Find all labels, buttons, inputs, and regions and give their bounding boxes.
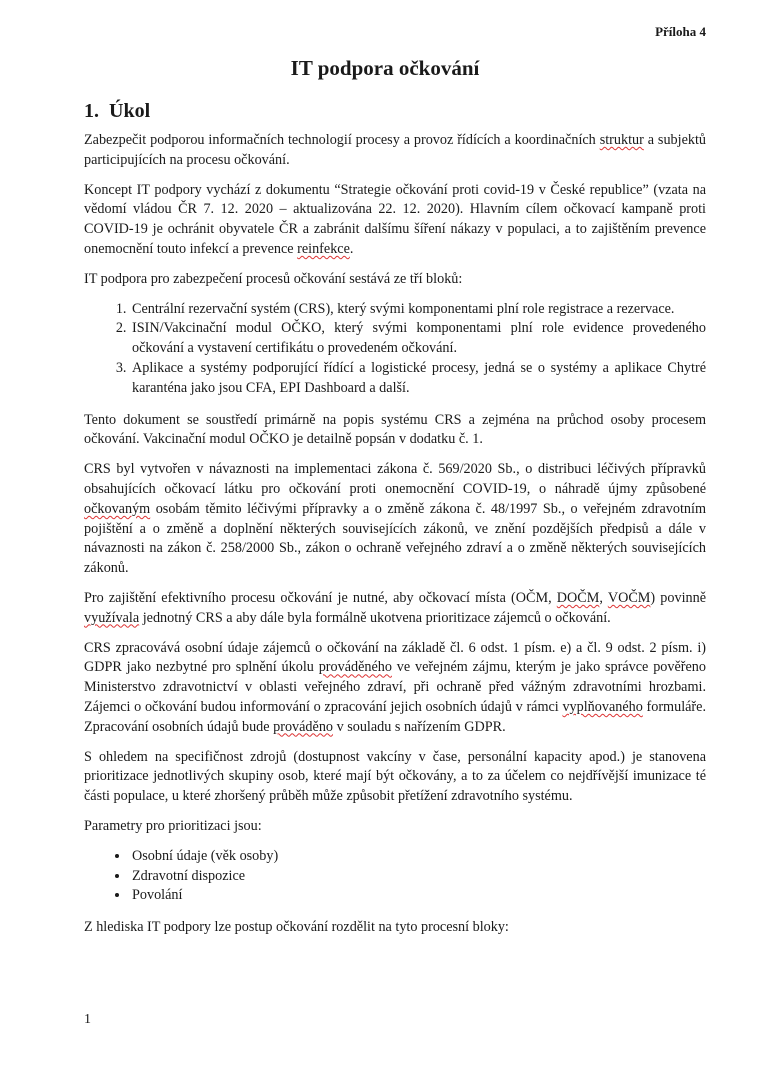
- list-item: 3. Aplikace a systémy podporující řídící a logistické procesy, jedná se o systémy a aplikace Chytré karanténa jako jsou CFA, EPI Dashboard a další.: [130, 359, 706, 399]
- paragraph-focus: Tento dokument se soustředí primárně na popis systému CRS a zejména na průchod osoby procesem očkování. Vakcinační modul OČKO je detailně popsán v dodatku č. 1.: [84, 411, 706, 448]
- list-item: • Osobní údaje (věk osoby): [130, 847, 706, 867]
- annex-label: Příloha 4: [655, 24, 706, 39]
- section-number: 1.: [84, 100, 99, 122]
- page-title: IT podpora očkování: [290, 56, 480, 80]
- section-title: Úkol: [109, 100, 151, 122]
- parameters-list: [84, 847, 706, 906]
- paragraph-parameters-intro: Parametry pro prioritizaci jsou:: [84, 817, 262, 834]
- paragraph-process-blocks: Z hlediska IT podpory lze postup očkování rozdělit na tyto procesní bloky:: [84, 919, 509, 936]
- paragraph-concept: Koncept IT podpory vychází z dokumentu “Strategie očkování proti covid-19 v České republice” (vzata na vědomí vládou ČR 7. 12. 2020 – aktualizována 22. 12. 2020). Hlavním cílem očkovací kampaně proti COVID-19 je ochránit obyvatele ČR a zabránit dalšímu šíření nákazy v populaci, a to zajištěním prevence onemocnění touto infekcí a prevence reinfekce.: [84, 181, 706, 257]
- list-item: • Zdravotní dispozice: [130, 867, 706, 887]
- page-number: 1: [84, 1012, 91, 1027]
- blocks-list: [84, 300, 706, 399]
- paragraph-blocks-intro: IT podpora pro zabezpečení procesů očkování sestává ze tří bloků:: [84, 270, 463, 287]
- document-body: [84, 131, 706, 948]
- paragraph-prioritization: S ohledem na specifičnost zdrojů (dostupnost vakcíny v čase, personální kapacity apod.) je stanovena prioritizace jednotlivých skupiny osob, které mají být očkovány, a to za účelem co nejdřívější imunizace té části populace, u které zhoršený průběh může způsobit přetížení zdravotního systému.: [84, 748, 706, 805]
- paragraph-legal: CRS byl vytvořen v návaznosti na implementaci zákona č. 569/2020 Sb., o distribuci léčivých přípravků obsahujících očkovací látku pro očkování proti onemocnění COVID-19, o náhradě újmy způsobené očkovaným osobám těmito léčivými přípravky a o změně zákona č. 48/1997 Sb., o veřejném zdravotním pojištění a o změně a doplnění některých souvisejících zákonů, ve znění pozdějších předpisů a dále v návaznosti na zákon č. 258/2000 Sb., zákon o ochraně veřejného zdraví a o změně některých souvisejících zákonů.: [84, 461, 706, 577]
- paragraph-vaccination-sites: Pro zajištění efektivního procesu očkování je nutné, aby očkovací místa (OČM, DOČM, VOČM) povinně využívala jednotný CRS a aby dále byla formálně ukotvena prioritizace zájemců o očkování.: [84, 589, 706, 626]
- paragraph-gdpr: CRS zpracovává osobní údaje zájemců o očkování na základě čl. 6 odst. 1 písm. e) a čl. 9 odst. 2 písm. i) GDPR jako nezbytné pro splnění úkolu prováděného ve veřejném zájmu, kterým je jako správce pověřeno Ministerstvo zdravotnictví v oblasti veřejného zdraví, při ochraně před vážným zdravotními hrozbami. Zájemci o očkování budou informování o zpracování jejich osobních údajů v rámci vyplňovaného formuláře. Zpracování osobních údajů bude prováděno v souladu s nařízením GDPR.: [84, 639, 706, 735]
- paragraph-task: Zabezpečit podporou informačních technologií procesy a provoz řídících a koordinačních struktur a subjektů participujících na procesu očkování.: [84, 132, 707, 168]
- section-heading: [84, 100, 150, 123]
- list-item: • Povolání: [130, 886, 706, 906]
- list-item: 1. Centrální rezervační systém (CRS), který svými komponentami plní role registrace a rezervace.: [130, 300, 706, 320]
- list-item: 2. ISIN/Vakcinační modul OČKO, který svými komponentami plní role evidence provedeného očkování a vystavení certifikátu o provedeném očkování.: [130, 319, 706, 359]
